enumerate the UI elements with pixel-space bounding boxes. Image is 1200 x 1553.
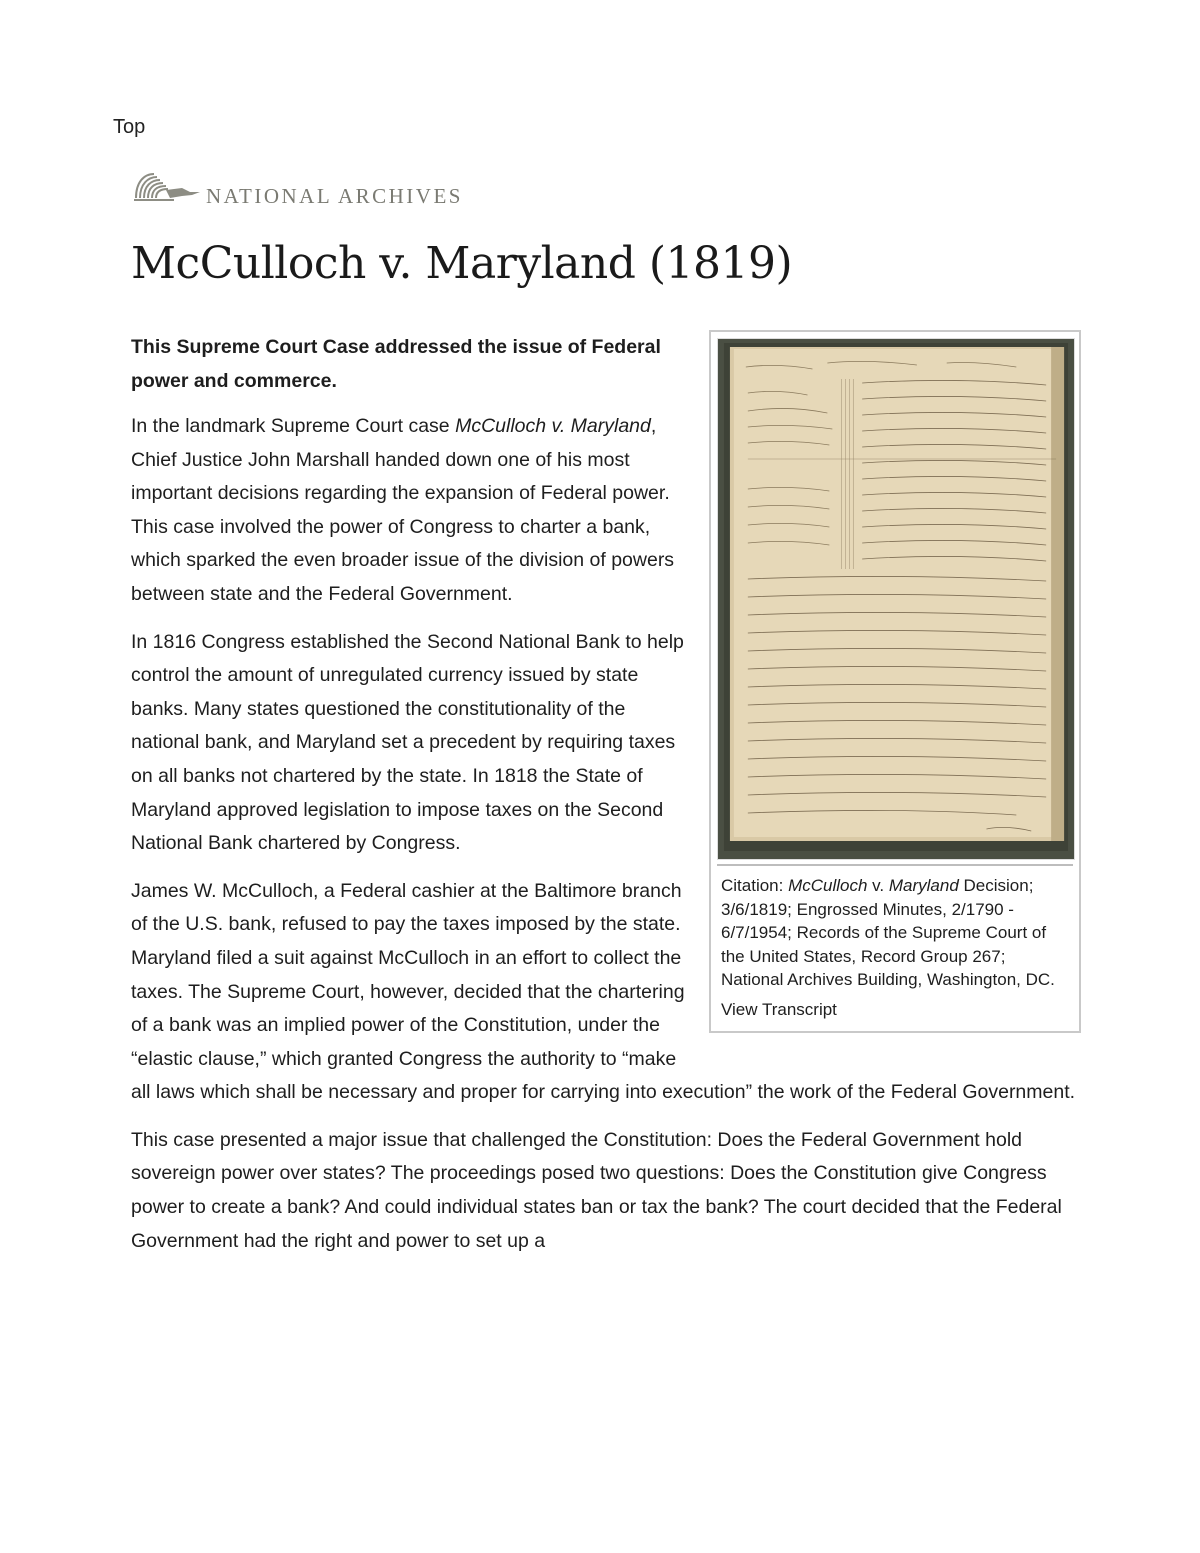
article-lede: This Supreme Court Case addressed the issue of Federal power and commerce.	[131, 336, 661, 392]
caption-case-b: v.	[867, 876, 889, 895]
document-figure	[709, 330, 1081, 1033]
national-archives-logo[interactable]	[130, 168, 463, 210]
view-transcript-link[interactable]: View Transcript	[721, 999, 837, 1019]
eagle-icon	[130, 168, 204, 210]
figure-caption	[717, 874, 1073, 1021]
caption-rest: Decision; 3/6/1819; Engrossed Minutes, 2/1790 - 6/7/1954; Records of the Supreme Court of the United States, Record Group 267; National Archives Building, Washington, DC.	[721, 876, 1055, 989]
p1-text-a: In the landmark Supreme Court case	[131, 415, 456, 437]
logo-text: NATIONAL ARCHIVES	[206, 183, 463, 208]
caption-case-a: McCulloch	[788, 876, 868, 895]
figure-divider	[717, 864, 1073, 866]
top-link[interactable]: Top	[113, 116, 146, 138]
paragraph-2: In 1816 Congress established the Second National Bank to help control the amount of unregulated currency issued by state banks. Many states questioned the constitutionality of the national bank, and Maryland set a precedent by requiring taxes on all banks not chartered by the state. In 1818 the State of Maryland approved legislation to impose taxes on the Second National Bank chartered by Congress.	[131, 630, 684, 855]
p1-case-name: McCulloch v. Maryland	[455, 415, 651, 437]
article-body	[131, 330, 1081, 1272]
page-title: McCulloch v. Maryland (1819)	[131, 238, 793, 289]
manuscript-image[interactable]	[717, 338, 1075, 860]
caption-prefix: Citation:	[721, 876, 789, 895]
p1-text-b: , Chief Justice John Marshall handed down one of his most important decisions regarding the expansion of Federal power. This case involved the power of Congress to charter a bank, which sparked the even broader issue of the division of powers between state and the Federal Government.	[131, 415, 675, 605]
caption-case-c: Maryland	[888, 876, 959, 895]
paragraph-4: This case presented a major issue that challenged the Constitution: Does the Federal Government hold sovereign power over states? The proceedings posed two questions: Does the Constitution give Congress power to create a bank? And could individual states ban or tax the bank? The court decided that the Federal Government had the right and power to set up a	[131, 1128, 1062, 1252]
paragraph-3: James W. McCulloch, a Federal cashier at the Baltimore branch of the U.S. bank, refused to pay the taxes imposed by the state. Maryland filed a suit against McCulloch in an effort to collect the taxes. The Supreme Court, however, decided that the chartering of a bank was an implied power of the Constitution, under the “elastic clause,” which granted Congress the authority to “make all laws which shall be necessary and proper for carrying into execution” the work of the Federal Government.	[131, 879, 1076, 1104]
